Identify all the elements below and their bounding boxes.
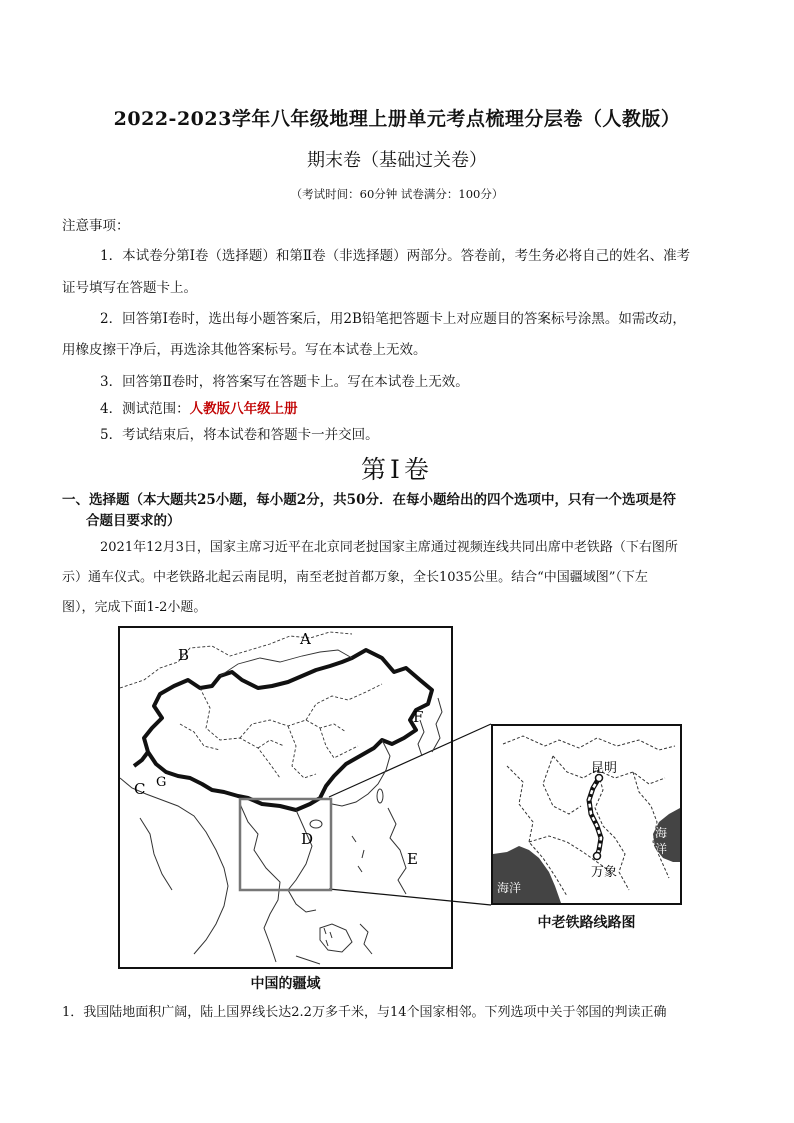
section-desc-line2: 合题目要求的） xyxy=(86,513,181,529)
note-2-line1: 2．回答第Ⅰ卷时，选出每小题答案后，用2B铅笔把答题卡上对应题目的答案标号涂黑。如需改动， xyxy=(100,311,686,327)
map-caption: 中国的疆域 xyxy=(250,976,321,992)
note-3: 3．回答第Ⅱ卷时，将答案写在答题卡上。写在本试卷上无效。 xyxy=(100,374,469,390)
china-map-graphic xyxy=(120,628,451,967)
inset-caption: 中老铁路线路图 xyxy=(537,915,636,931)
paper-subtitle: 期末卷（基础过关卷） xyxy=(307,150,487,171)
china-territory-map xyxy=(118,626,453,969)
intro-line1: 2021年12月3日，国家主席习近平在北京同老挝国家主席通过视频连线共同出席中老铁路（下右图所 xyxy=(100,540,678,555)
sea-right-label-2: 洋 xyxy=(655,842,668,856)
intro-line2: 示）通车仪式。中老铁路北起云南昆明，南至老挝首都万象，全长1035公里。结合“中国疆域图”（下左 xyxy=(62,570,648,585)
map-label-a: A xyxy=(300,630,311,648)
note-5: 5．考试结束后，将本试卷和答题卡一并交回。 xyxy=(100,427,379,443)
exam-info: （考试时间：60分钟 试卷满分：100分） xyxy=(290,187,504,201)
kunming-label: 昆明 xyxy=(591,761,618,776)
map-label-b: B xyxy=(178,646,190,664)
section-label: 一、选择题 xyxy=(62,492,130,508)
section-desc-line1: （本大题共25小题，每小题2分，共50分．在每小题给出的四个选项中，只有一个选项是符 xyxy=(129,492,676,508)
note-2-line2: 用橡皮擦干净后，再选涂其他答案标号。写在本试卷上无效。 xyxy=(62,342,427,358)
map-label-f: F xyxy=(413,708,424,726)
part-title: 第Ⅰ卷 xyxy=(361,455,433,484)
paper-title: 2022-2023学年八年级地理上册单元考点梳理分层卷（人教版） xyxy=(113,108,681,130)
intro-line3: 图），完成下面1-2小题。 xyxy=(62,600,207,615)
question-1: 1．我国陆地面积广阔，陆上国界线长达2.2万多千米，与14个国家相邻。下列选项中关于邻国的判读正确 xyxy=(62,1005,667,1020)
map-label-e: E xyxy=(407,850,418,868)
test-scope: 人教版八年级上册 xyxy=(189,401,298,417)
note-1-line1: 1．本试卷分第Ⅰ卷（选择题）和第Ⅱ卷（非选择题）两部分。答卷前，考生务必将自己的姓名、准考 xyxy=(100,248,691,264)
vientiane-dot xyxy=(594,853,601,860)
sea-left-label: 海洋 xyxy=(497,881,522,895)
vientiane-label: 万象 xyxy=(591,865,618,880)
notes-heading: 注意事项： xyxy=(62,218,130,234)
highlight-box xyxy=(240,799,331,890)
map-label-d: D xyxy=(301,830,314,848)
sea-right-label-1: 海 xyxy=(655,826,668,840)
map-label-c: C xyxy=(134,780,146,798)
railway-inset-map xyxy=(491,724,682,905)
note-1-line2: 证号填写在答题卡上。 xyxy=(62,280,197,296)
note-4-prefix: 4．测试范围： xyxy=(100,401,190,417)
map-label-g: G xyxy=(156,775,167,790)
railway-map-graphic xyxy=(493,726,680,903)
